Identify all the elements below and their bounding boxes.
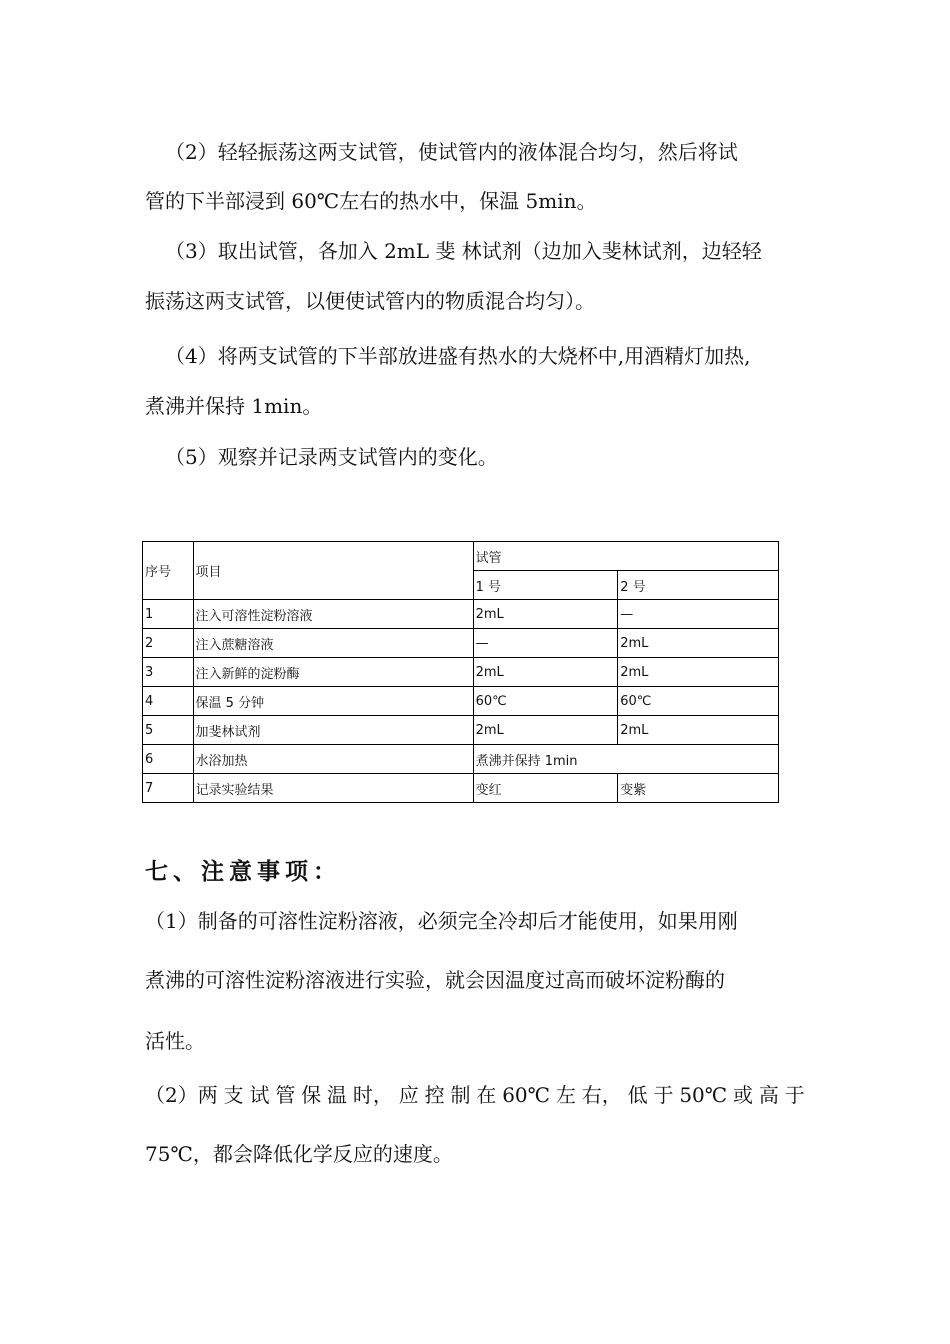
step-2-line-1: （2）轻轻振荡这两支试管，使试管内的液体混合均匀，然后将试: [165, 140, 738, 164]
note-2-word: 或: [733, 1083, 753, 1107]
table-row: [143, 774, 779, 803]
row-item: 记录实验结果: [193, 774, 473, 803]
note-2-word: 于: [784, 1083, 805, 1107]
step-4-line-2: 煮沸并保持 1min。: [145, 394, 323, 418]
note-1-line-2: 煮沸的可溶性淀粉溶液进行实验，就会因温度过高而破坏淀粉酶的: [145, 968, 725, 992]
row-tube-1: 2mL: [473, 600, 618, 629]
row-tube-1: 60℃: [473, 687, 618, 716]
row-item: 注入新鲜的淀粉酶: [193, 658, 473, 687]
row-tube-2: 60℃: [618, 687, 779, 716]
row-tube-2: 2mL: [618, 716, 779, 745]
row-seq: 7: [143, 774, 194, 803]
header-item: 项目: [193, 542, 473, 600]
row-item: 注入可溶性淀粉溶液: [193, 600, 473, 629]
row-tube-2: —: [618, 600, 779, 629]
note-1-line-3: 活性。: [145, 1029, 205, 1053]
row-seq: 5: [143, 716, 194, 745]
header-tube-1: 1 号: [473, 571, 618, 600]
row-seq: 4: [143, 687, 194, 716]
step-4-line-1: （4）将两支试管的下半部放进盛有热水的大烧杯中,用酒精灯加热,: [165, 344, 751, 368]
row-tube-2: 2mL: [618, 658, 779, 687]
row-tube-2: 2mL: [618, 629, 779, 658]
row-seq: 6: [143, 745, 194, 774]
row-item: 注入蔗糖溶液: [193, 629, 473, 658]
table-row: [143, 687, 779, 716]
row-tube-1: —: [473, 629, 618, 658]
row-item: 水浴加热: [193, 745, 473, 774]
table-row: [143, 716, 779, 745]
row-tube-1: 变红: [473, 774, 618, 803]
note-2-word: 支: [223, 1083, 244, 1107]
note-2-line-1: [145, 1081, 805, 1109]
notes-heading: 七、注意事项：: [145, 858, 341, 885]
note-2-line-2: 75℃，都会降低化学反应的速度。: [145, 1142, 453, 1166]
row-seq: 2: [143, 629, 194, 658]
note-2-word: 应: [398, 1083, 419, 1107]
note-2-word: 左: [555, 1083, 576, 1107]
row-seq: 1: [143, 600, 194, 629]
step-5-line-1: （5）观察并记录两支试管内的变化。: [165, 445, 498, 469]
table-row: [143, 658, 779, 687]
row-tube-1: 2mL: [473, 716, 618, 745]
note-2-word: 在: [476, 1083, 497, 1107]
header-tube-2: 2 号: [618, 571, 779, 600]
note-2-word: 时，: [352, 1083, 393, 1107]
experiment-table: [142, 541, 779, 803]
row-tube-1: 2mL: [473, 658, 618, 687]
row-tube-2: 变紫: [618, 774, 779, 803]
note-2-word: 50℃: [679, 1083, 728, 1107]
note-2-word: （2）两: [145, 1083, 218, 1107]
row-item: 加斐林试剂: [193, 716, 473, 745]
header-tube: 试管: [473, 542, 778, 571]
note-2-word: 右，: [581, 1083, 622, 1107]
note-2-word: 控: [424, 1083, 445, 1107]
note-2-word: 保: [301, 1083, 322, 1107]
row-seq: 3: [143, 658, 194, 687]
table-row: [143, 745, 779, 774]
step-2-line-2: 管的下半部浸到 60℃左右的热水中，保温 5min。: [145, 189, 597, 213]
step-3-line-2: 振荡这两支试管，以便使试管内的物质混合均匀）。: [145, 289, 595, 313]
note-1-line-1: （1）制备的可溶性淀粉溶液，必须完全冷却后才能使用，如果用刚: [145, 909, 738, 933]
row-merged-value: 煮沸并保持 1min: [473, 745, 778, 774]
table-row: [143, 629, 779, 658]
note-2-word: 于: [653, 1083, 674, 1107]
note-2-word: 制: [450, 1083, 471, 1107]
note-2-word: 温: [327, 1083, 348, 1107]
note-2-word: 试: [249, 1083, 270, 1107]
note-2-word: 管: [275, 1083, 296, 1107]
table-row: [143, 600, 779, 629]
note-2-word: 60℃: [502, 1083, 551, 1107]
table-header-row: [143, 542, 779, 571]
step-3-line-1: （3）取出试管，各加入 2mL 斐 林试剂（边加入斐林试剂，边轻轻: [165, 239, 762, 263]
note-2-word: 高: [758, 1083, 779, 1107]
row-item: 保温 5 分钟: [193, 687, 473, 716]
note-2-word: 低: [627, 1083, 648, 1107]
header-seq: 序号: [143, 542, 194, 600]
